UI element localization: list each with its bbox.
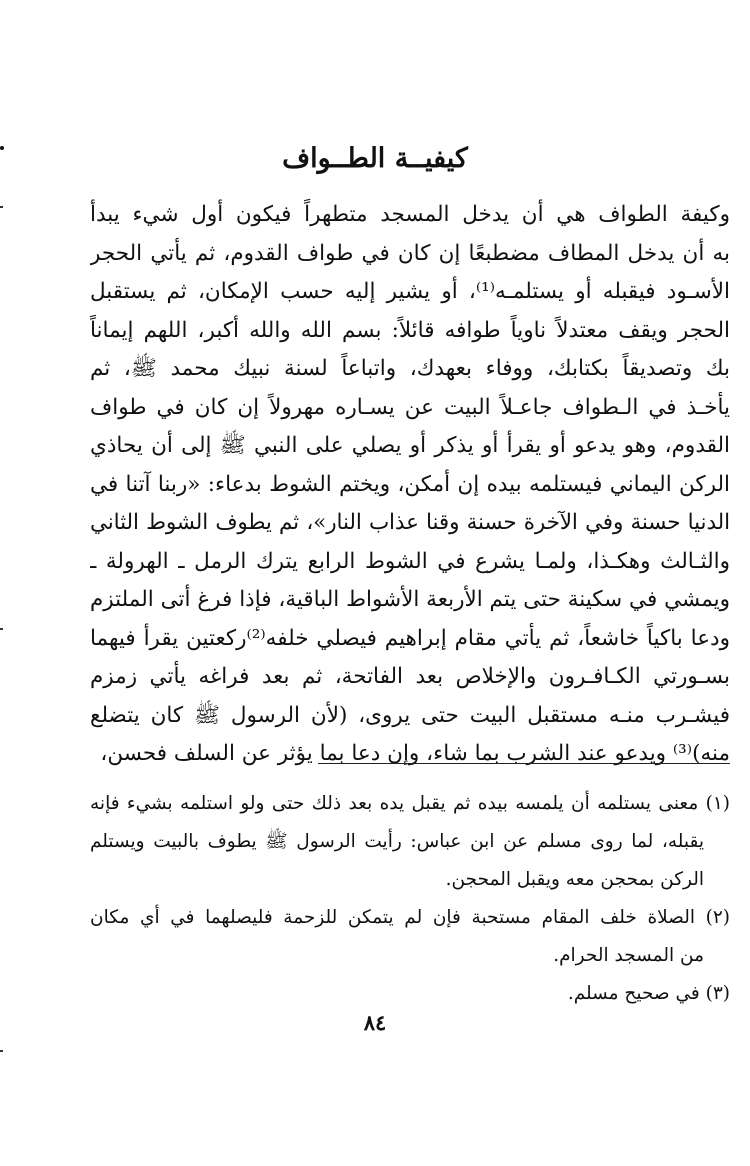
footnote-line: (١) معنى يستلمه أن يلمسه بيده ثم يقبل يده بعد ذلك حتى ولو استلمه بشيء فإنه	[90, 793, 730, 814]
footnote-line: الركن بمحجن معه ويقبل المحجن.	[445, 869, 704, 890]
body-line: الركن اليماني فيستلمه بيده إن أمكن، ويختم الشوط بدعاء: «ربنا آتنا في	[90, 471, 730, 497]
body-line: بسـورتي الكـافـرون والإخلاص بعد الفاتحة، ثم بعد فراغه يأتي زمزم	[90, 664, 730, 689]
page-number: ٨٤	[363, 1010, 387, 1035]
section-title: كيفيــة الطــواف	[282, 143, 468, 174]
body-line: القدوم، وهو يدعو أو يقرأ أو يذكر أو يصلي على النبي ﷺ إلى أن يحاذي	[90, 433, 730, 458]
margin-tick	[0, 1050, 3, 1052]
body-line: يأخـذ في الـطواف جاعـلاً البيت عن يسـاره مهرولاً إن كان في طواف	[90, 394, 730, 420]
body-line: الأسـود فيقبله أو يستلمـه⁽¹⁾، أو يشير إليه حسب الإمكان، ثم يستقبل	[90, 279, 730, 304]
footnote-line: من المسجد الحرام.	[553, 945, 704, 966]
body-line: والثـالث وهكـذا، ولمـا يشرع في الشوط الرابع يترك الرمل ـ الهرولة ـ	[90, 548, 730, 574]
footnote-line: يقبله، لما روى مسلم عن ابن عباس: رأيت الرسول ﷺ يطوف بالبيت ويستلم	[90, 831, 704, 852]
body-line: الدنيا حسنة وفي الآخرة حسنة وقنا عذاب النار»، ثم يطوف الشوط الثاني	[90, 510, 730, 535]
body-line: ويمشي في سكينة حتى يتم الأربعة الأشواط الباقية، فإذا فرغ أتى الملتزم	[90, 587, 730, 612]
body-line: فيشـرب منـه مستقبل البيت حتى يروى، (لأن الرسول ﷺ كان يتضلع	[90, 702, 730, 728]
body-line: به أن يدخل المطاف مضطبعًا إن كان في طواف القدوم، ثم يأتي الحجر	[90, 240, 730, 266]
footnote-separator	[318, 763, 730, 764]
body-line: ودعا باكياً خاشعاً، ثم يأتي مقام إبراهيم فيصلي خلفه⁽²⁾ركعتين يقرأ فيهما	[90, 625, 730, 651]
body-line: بك وتصديقاً بكتابك، ووفاء بعهدك، واتباعاً لسنة نبيك محمد ﷺ، ثم	[90, 356, 730, 381]
body-line: منه)⁽³⁾ ويدعو عند الشرب بما شاء، وإن دعا بما يؤثر عن السلف فحسن،	[100, 741, 730, 766]
body-line: الحجر ويقف معتدلاً ناوياً طوافه قائلاً: بسم الله والله أكبر، اللهم إيماناً	[90, 317, 730, 343]
body-line: وكيفة الطواف هي أن يدخل المسجد متطهراً فيكون أول شيء يبدأ	[90, 202, 730, 227]
footnote-line: (٣) في صحيح مسلم.	[567, 983, 730, 1004]
margin-tick	[0, 628, 3, 630]
footnotes	[90, 785, 730, 1013]
margin-tick	[0, 206, 3, 208]
body-text	[90, 196, 730, 774]
footnote-line: (٢) الصلاة خلف المقام مستحبة فإن لم يتمكن للزحمة فليصلهما في أي مكان	[90, 907, 730, 928]
